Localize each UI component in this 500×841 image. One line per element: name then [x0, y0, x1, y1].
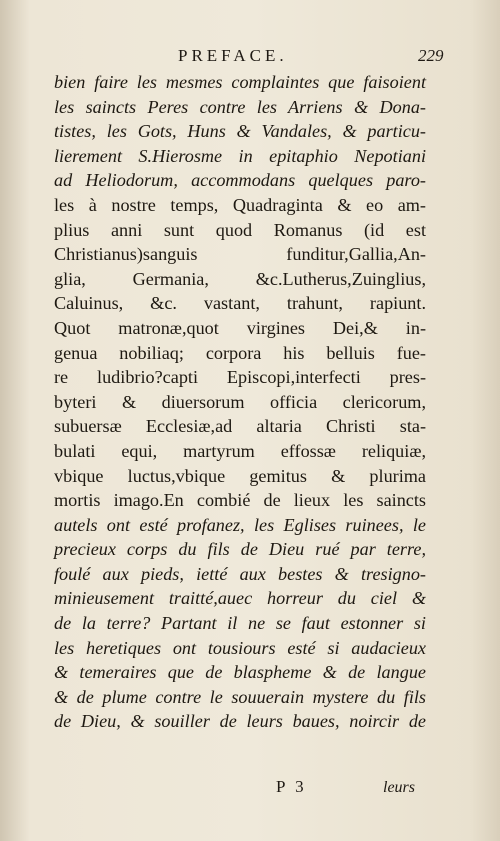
text-line: genua nobiliaq; corpora his belluis fue-: [54, 342, 426, 363]
catchword: leurs: [383, 779, 415, 796]
text-line: les heretiques ont tousiours esté si audacieux: [54, 637, 426, 658]
running-head: PREFACE.: [178, 46, 288, 65]
text-line: minieusement traitté,auec horreur du ciel &: [54, 588, 426, 609]
text-line: lierement S.Hierosme in epitaphio Nepotiani: [54, 145, 426, 166]
page-footer: [0, 777, 500, 803]
text-line: mortis imago.En combié de lieux les saincts: [54, 490, 426, 511]
text-line: Quot matronæ,quot virgines Dei,& in-: [54, 317, 426, 338]
text-line: Caluinus, &c. vastant, trahunt, rapiunt.: [54, 293, 426, 314]
text-line: de Dieu, & souiller de leurs baues, noircir de: [54, 711, 426, 732]
text-line: ad Heliodorum, accommodans quelques paro-: [54, 170, 426, 191]
text-line: glia, Germania, &c.Lutherus,Zuinglius,: [54, 268, 426, 289]
text-line: precieux corps du fils de Dieu rué par terre,: [54, 539, 426, 560]
text-line: les saincts Peres contre les Arriens & Dona-: [54, 96, 426, 117]
text-line: re ludibrio?capti Episcopi,interfecti pres-: [54, 367, 426, 388]
text-line: byteri & diuersorum officia clericorum,: [54, 391, 426, 412]
text-line: subuersæ Ecclesiæ,ad altaria Christi sta-: [54, 416, 426, 437]
text-line: plius anni sunt quod Romanus (id est: [54, 219, 426, 240]
signature-mark: P 3: [276, 777, 307, 796]
text-line: de la terre? Partant il ne se faut estonner si: [54, 613, 426, 634]
text-line: Christianus)sanguis funditur,Gallia,An-: [54, 244, 426, 265]
text-line: & de plume contre le souuerain mystere du fils: [54, 686, 426, 707]
text-line: bien faire les mesmes complaintes que faisoient: [54, 72, 426, 92]
text-line: foulé aux pieds, ietté aux bestes & tresigno-: [54, 563, 426, 584]
page-number: 229: [418, 46, 444, 65]
text-line: autels ont esté profanez, les Eglises ruinees, le: [54, 514, 426, 535]
text-line: tistes, les Gots, Huns & Vandales, & particu-: [54, 121, 426, 142]
text-line: les à nostre temps, Quadraginta & eo am-: [54, 194, 426, 215]
text-line: vbique luctus,vbique gemitus & plurima: [54, 465, 426, 486]
text-line: & temeraires que de blaspheme & de langue: [54, 662, 426, 683]
text-line: bulati equi, martyrum effossæ reliquiæ,: [54, 440, 426, 461]
body-text: [54, 70, 426, 734]
